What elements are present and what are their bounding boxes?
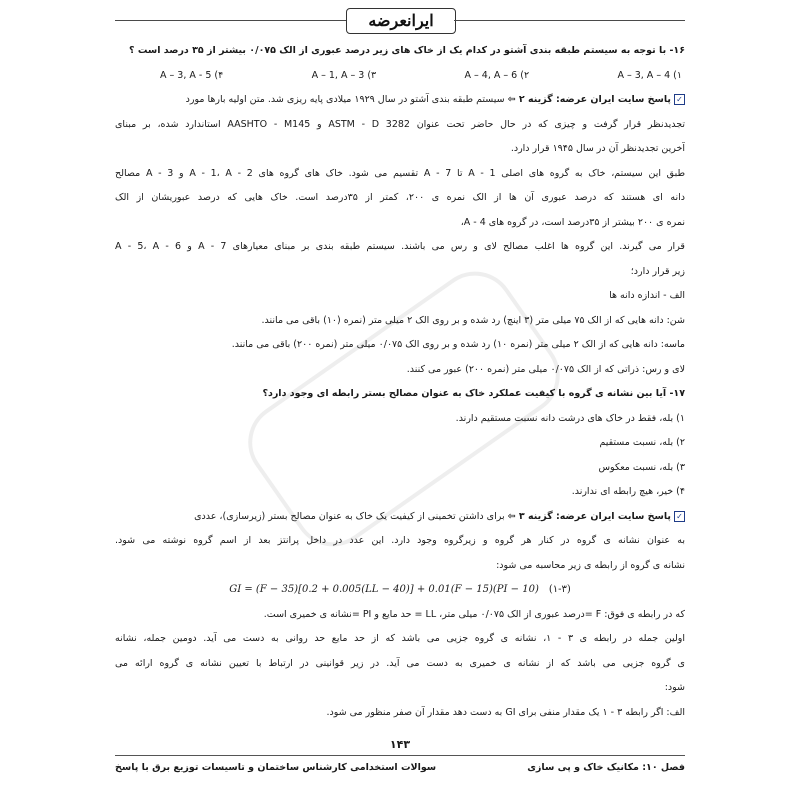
page-number: ۱۴۳ xyxy=(389,738,411,751)
body-text-line: ۱) بله، فقط در خاک های درشت دانه نسبت مستقیم دارند. xyxy=(455,412,685,424)
body-text-line: ۳) بله، نسبت معکوس xyxy=(598,461,685,473)
body-text-line: نشانه ی گروه از رابطه ی زیر محاسبه می شود: xyxy=(496,559,685,571)
body-text-line: تجدیدنظر قرار گرفت و چیزی که در حال حاضر تحت عنوان ASTM - D 3282 و AASHTO - M145 استاندارد شده، بر مبنای xyxy=(115,118,685,130)
watermark-logo: ​ xyxy=(233,256,576,562)
checkbox-icon: ✓ xyxy=(674,511,685,522)
footer xyxy=(115,762,685,773)
body-text-line: لای و رس: ذراتی که از الک ۰/۰۷۵ میلی متر (نمره ۲۰۰) عبور می کنند. xyxy=(406,363,685,375)
page-content xyxy=(115,44,685,730)
body-text-line: شن: دانه هایی که از الک ۷۵ میلی متر (۳ اینچ) رد شده و بر روی الک ۲ میلی متر (نمره (۱۰) باقی می مانند. xyxy=(261,314,685,326)
body-text-line: که در رابطه ی فوق: F =درصد عبوری از الک ۰/۰۷۵ میلی متر، LL = حد مایع و PI =نشانه ی خمیری است. xyxy=(263,608,685,620)
body-text-line: آخرین تجدیدنظر آن در سال ۱۹۴۵ قرار دارد. xyxy=(510,143,685,154)
site-logo: ایرانعرضه xyxy=(346,8,456,34)
answer-option: A – 3, A - 5 (۴ xyxy=(160,69,224,81)
footer-book-title: سوالات استخدامی کارشناس ساختمان و تاسیسات توزیع برق با پاسخ xyxy=(115,762,437,773)
answer-heading: پاسخ سایت ایران عرضه: گزینه ۲ ⇦ xyxy=(507,94,671,105)
answer-option: A – 4, A – 6 (۲ xyxy=(464,69,530,81)
body-text-line: الف: اگر رابطه ۳ - ۱ یک مقدار منفی برای GI به دست دهد مقدار آن صفر منظور می شود. xyxy=(326,706,685,718)
body-text-line: دانه ای هستند که درصد عبوری آن ها از الک نمره ی ۲۰۰، کمتر از ۳۵درصد است. خاک هایی که درصد عبوریشان از الک xyxy=(115,192,685,203)
checkbox-icon: ✓ xyxy=(674,94,685,105)
header-rule-left xyxy=(115,20,346,21)
body-text-line: به عنوان نشانه ی گروه در کنار هر گروه و زیرگروه وجود دارد. این عدد در داخل پرانتز بعد از اسم گروه نوشته می شود. xyxy=(115,535,685,546)
answer-options xyxy=(115,69,685,83)
answer-line xyxy=(115,510,685,524)
body-text-line: ی گروه جزیی می باشد که از نشانه ی خمیری به دست می آید. در زیر قوانینی در ارتباط با تعیین نشانه ی گروه ارائه می xyxy=(115,657,685,669)
header-rule-right xyxy=(454,20,685,21)
header xyxy=(0,8,800,34)
answer-line xyxy=(115,93,685,107)
formula-text: GI = (F − 35)[0.2 + 0.005(LL − 40)] + 0.01(F − 15)(PI − 10) xyxy=(229,584,539,595)
group-index-formula xyxy=(115,583,685,597)
body-text-line: اولین جمله در رابطه ی ۳ - ۱، نشانه ی گروه جزیی می باشد که از حد مایع حد روانی به دست می آید. دومین جمله، نشانه xyxy=(115,633,685,644)
question-text: ۱۶- با توجه به سیستم طبقه بندی آشتو در کدام یک از خاک های زیر درصد عبوری از الک ۰/۰۷۵ بیشتر از ۳۵ درصد است ؟ xyxy=(129,45,685,56)
body-text-line: ۴) خیر، هیچ رابطه ای ندارند. xyxy=(571,486,685,497)
body-text-line: شود: xyxy=(664,682,685,693)
answer-option: A – 3, A – 4 (۱ xyxy=(617,69,682,81)
body-text-line: الف - اندازه دانه ها xyxy=(609,290,685,301)
body-text-line: A - 5، A - 6 و A - 7 قرار می گیرند. این گروه ها اغلب مصالح لای و رس می باشند. سیستم طبقه بندی بر مبنای معیارهای xyxy=(115,241,685,252)
equation-number: (۱-۳) xyxy=(548,584,571,595)
body-text-line: نمره ی ۲۰۰ بیشتر از ۳۵درصد است، در گروه های A - 4، xyxy=(460,216,685,228)
footer-rule xyxy=(115,755,685,756)
answer-heading: پاسخ سایت ایران عرضه: گزینه ۳ ⇦ xyxy=(507,510,671,522)
body-text-line: زیر قرار دارد؛ xyxy=(630,265,685,277)
body-text-line: طبق این سیستم، خاک به گروه های اصلی A - 1 تا A - 7 تقسیم می شود. خاک های گروه های A - 1، A - 2 و A - 3 مصالح xyxy=(115,167,685,179)
answer-option: A – 1, A – 3 (۳ xyxy=(311,69,377,81)
footer-chapter-title: فصل ۱۰: مکانیک خاک و پی سازی xyxy=(527,762,685,773)
answer-text: برای داشتن تخمینی از کیفیت یک خاک به عنوان مصالح بستر (زیرسازی)، عددی xyxy=(194,510,508,522)
body-text-line: ۲) بله، نسبت مستقیم xyxy=(599,437,685,448)
question-text: ۱۷- آیا بین نشانه ی گروه با کیفیت عملکرد خاک به عنوان مصالح بستر رابطه ای وجود دارد؟ xyxy=(262,388,685,399)
body-text-line: ماسه: دانه هایی که از الک ۲ میلی متر (نمره ۱۰) رد شده و بر روی الک ۰/۰۷۵ میلی متر (نمره ۲۰۰) باقی می مانند. xyxy=(231,339,685,350)
answer-text: سیستم طبقه بندی آشتو در سال ۱۹۲۹ میلادی پایه ریزی شد. متن اولیه بارها مورد xyxy=(185,94,508,105)
